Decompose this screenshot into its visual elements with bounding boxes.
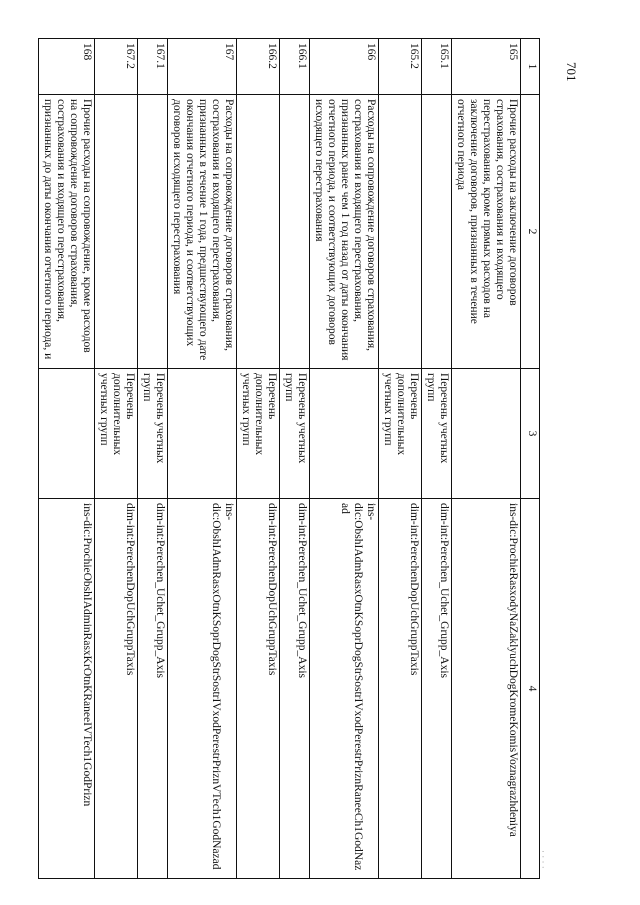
table-row	[452, 39, 521, 879]
taxonomy-element-cell: ins-dic:ObshIAdmRasxOtnKSoprDogStrSostrIVxodPerestrPriznRaneeCh1GodNazad	[310, 499, 379, 879]
row-number-cell: 165.2	[379, 39, 422, 95]
taxonomy-element-cell: ins-dic:ObshIAdmRasxOtnKSoprDogStrSostrIVxodPerestrPriznVTech1GodNazad	[168, 499, 237, 879]
dimension-list-cell	[39, 369, 95, 499]
rotated-page-content	[42, 38, 540, 878]
row-number-cell: 167.2	[95, 39, 138, 95]
table-header-row	[521, 39, 540, 879]
table-body	[39, 39, 521, 879]
taxonomy-element-cell: dim-int:Perechen_Uchet_Grupp_Axis	[138, 499, 168, 879]
row-number-cell: 165	[452, 39, 521, 95]
header-cell-2: 2	[521, 95, 540, 369]
dimension-list-cell: Перечень учетных групп	[280, 369, 310, 499]
dimension-list-cell	[310, 369, 379, 499]
description-cell: Прочие расходы на заключение договоров страхования, сострахования и входящего перестрахования, кроме прямых расходов на заключение договоров, признанных в течение отчетного периода	[452, 95, 521, 369]
dimension-list-cell: Перечень дополнительных учетных групп	[95, 369, 138, 499]
taxonomy-element-cell: ins-dic:ProchieObshIAdminRasxKrOtnKRaneeIVTech1GodPrizn	[39, 499, 95, 879]
data-table	[38, 38, 540, 879]
description-cell	[422, 95, 452, 369]
header-cell-4: 4	[521, 499, 540, 879]
taxonomy-element-cell: dim-int:PerechenDopUchGruppTaxis	[379, 499, 422, 879]
dimension-list-cell: Перечень учетных групп	[422, 369, 452, 499]
table-row	[168, 39, 237, 879]
description-cell	[280, 95, 310, 369]
taxonomy-element-cell: dim-int:Perechen_Uchet_Grupp_Axis	[422, 499, 452, 879]
header-cell-3: 3	[521, 369, 540, 499]
row-number-cell: 167.1	[138, 39, 168, 95]
taxonomy-element-cell: dim-int:Perechen_Uchet_Grupp_Axis	[280, 499, 310, 879]
scan-artifact-mark: · · · ·	[538, 850, 548, 869]
description-cell	[95, 95, 138, 369]
dimension-list-cell	[452, 369, 521, 499]
row-number-cell: 167	[168, 39, 237, 95]
table-row	[237, 39, 280, 879]
table-row	[422, 39, 452, 879]
row-number-cell: 168	[39, 39, 95, 95]
header-cell-1: 1	[521, 39, 540, 95]
row-number-cell: 165.1	[422, 39, 452, 95]
description-cell	[379, 95, 422, 369]
table-row	[280, 39, 310, 879]
description-cell: Прочие расходы на сопровождение, кроме расходов на сопровождение договоров страхования, сострахования и входящего перестрахования, признанных до даты окончания отчетного периода, и	[39, 95, 95, 369]
taxonomy-element-cell: dim-int:PerechenDopUchGruppTaxis	[237, 499, 280, 879]
taxonomy-element-cell: dim-int:PerechenDopUchGruppTaxis	[95, 499, 138, 879]
row-number-cell: 166.1	[280, 39, 310, 95]
row-number-cell: 166	[310, 39, 379, 95]
table-row	[95, 39, 138, 879]
row-number-cell: 166.2	[237, 39, 280, 95]
description-cell: Расходы на сопровождение договоров страхования, сострахования и входящего перестрахования, признанных в течение 1 года, предшествующего дате окончания отчетного периода, и соответствующих договоров исходящего перестрахования	[168, 95, 237, 369]
description-cell	[237, 95, 280, 369]
table-row	[39, 39, 95, 879]
table-row	[138, 39, 168, 879]
table-row	[310, 39, 379, 879]
dimension-list-cell: Перечень дополнительных учетных групп	[379, 369, 422, 499]
dimension-list-cell: Перечень дополнительных учетных групп	[237, 369, 280, 499]
page-number: 701	[564, 62, 579, 82]
description-cell	[138, 95, 168, 369]
dimension-list-cell: Перечень учетных групп	[138, 369, 168, 499]
description-cell: Расходы на сопровождение договоров страхования, сострахования и входящего перестрахования, признанных ранее чем 1 год назад от даты окончания отчетного периода, и соответствующих договоров исходящего перестрахования	[310, 95, 379, 369]
dimension-list-cell	[168, 369, 237, 499]
table-row	[379, 39, 422, 879]
taxonomy-element-cell: ins-dic:ProchieRasxodyNaZaklyuchDogKromeKomisVoznagrazhdeniya	[452, 499, 521, 879]
